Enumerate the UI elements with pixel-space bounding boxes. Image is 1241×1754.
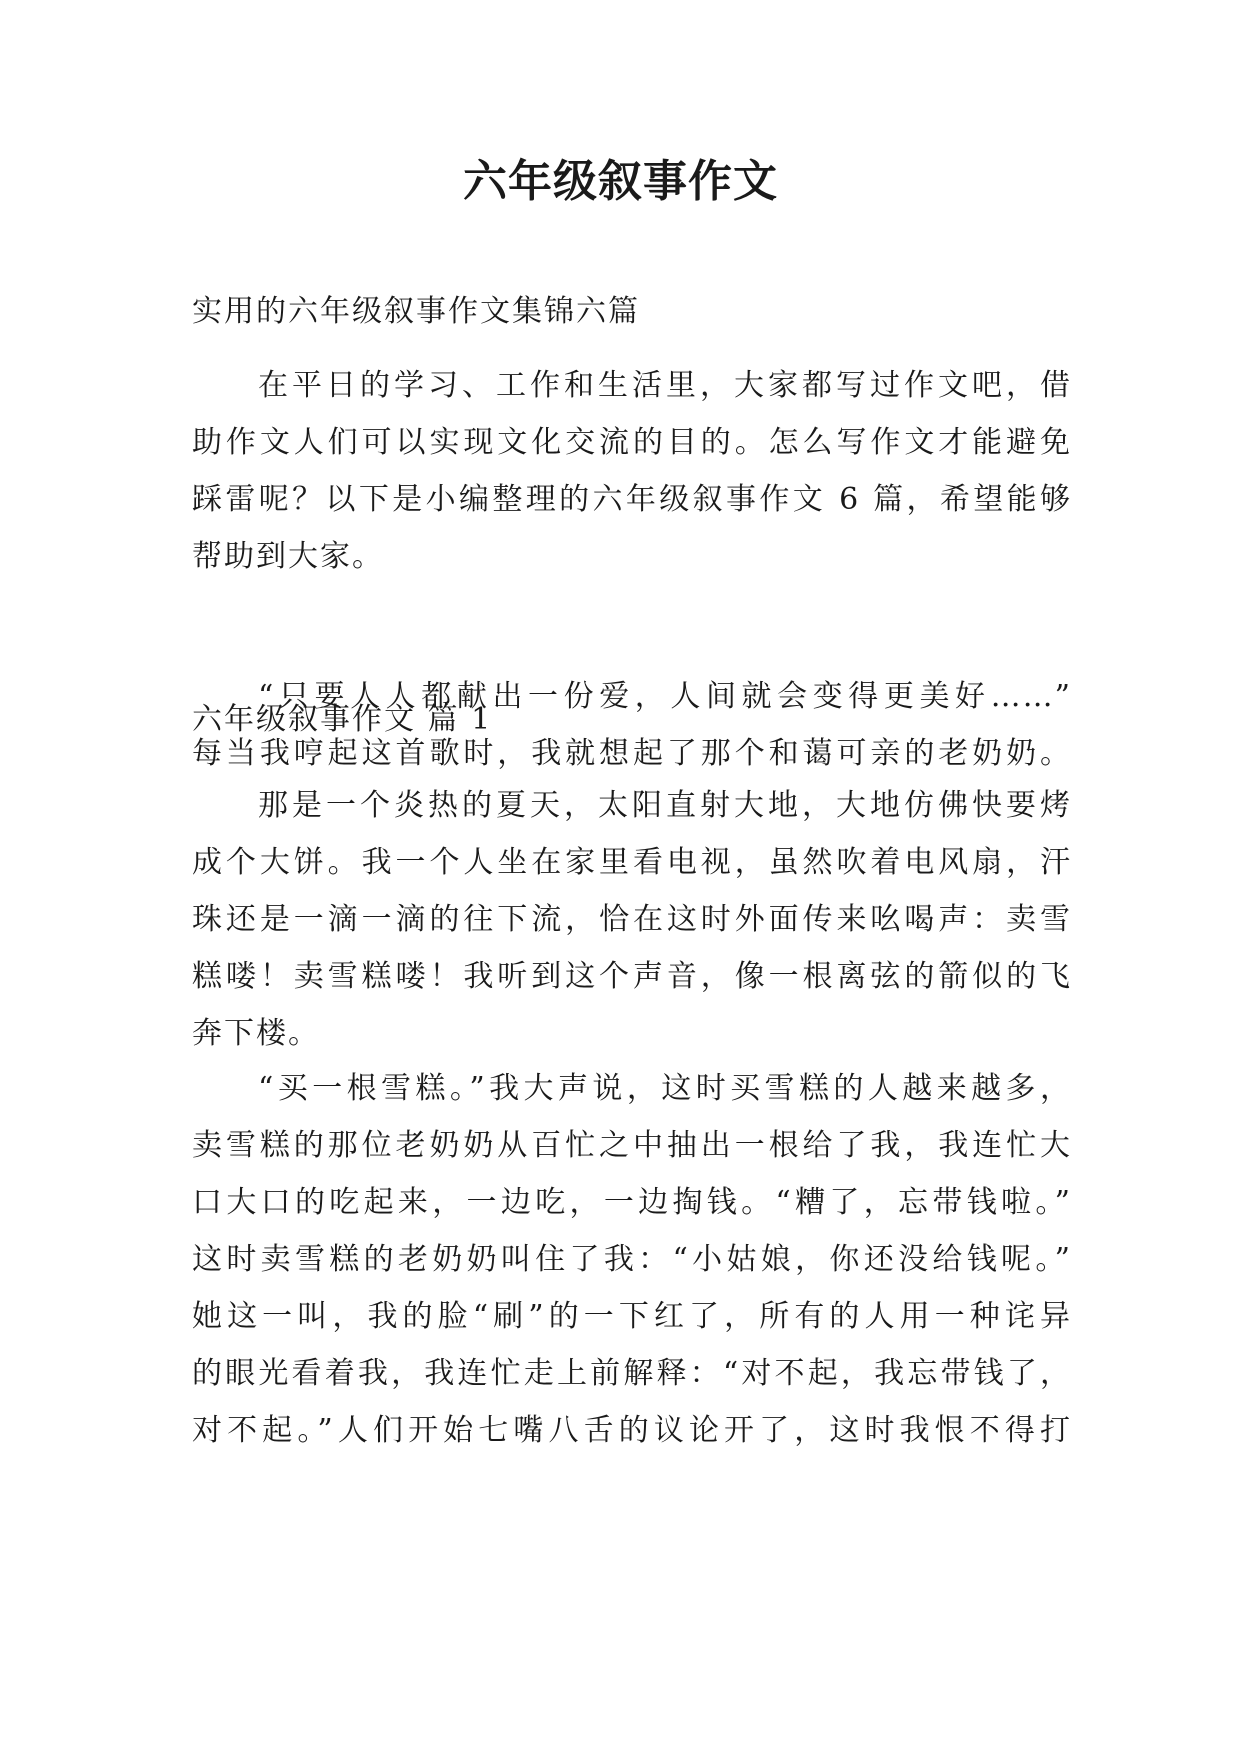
document-title: 六年级叙事作文 — [463, 156, 778, 207]
text-line: 每当我哼起这首歌时，我就想起了那个和蔼可亲的老奶奶。 — [192, 736, 1072, 771]
text-line: 那是一个炎热的夏天，太阳直射大地，大地仿佛快要烤 — [258, 788, 1072, 823]
text-line: 对不起。”人们开始七嘴八舌的议论开了，这时我恨不得打 — [192, 1413, 1072, 1448]
document-subtitle: 实用的六年级叙事作文集锦六篇 — [192, 294, 640, 329]
text-line: 她这一叫，我的脸“刷”的一下红了，所有的人用一种诧异 — [192, 1299, 1072, 1334]
paragraph-3 — [192, 1060, 1072, 1459]
section-heading: 六年级叙事作文 篇 1 — [192, 702, 493, 737]
paragraph-2 — [192, 777, 1072, 1062]
text-line: “买一根雪糕。”我大声说，这时买雪糕的人越来越多， — [258, 1071, 1072, 1106]
text-line: 口大口的吃起来，一边吃，一边掏钱。“糟了，忘带钱啦。” — [192, 1185, 1072, 1220]
intro-paragraph — [192, 357, 1072, 585]
text-line: 踩雷呢？以下是小编整理的六年级叙事作文 6 篇，希望能够 — [192, 482, 1072, 517]
text-line: 帮助到大家。 — [192, 539, 384, 574]
text-line: 的眼光看着我，我连忙走上前解释：“对不起，我忘带钱了， — [192, 1356, 1072, 1391]
text-line: 糕喽！卖雪糕喽！我听到这个声音，像一根离弦的箭似的飞 — [192, 959, 1072, 994]
text-line: 在平日的学习、工作和生活里，大家都写过作文吧，借 — [258, 368, 1072, 403]
text-line: 成个大饼。我一个人坐在家里看电视，虽然吹着电风扇，汗 — [192, 845, 1072, 880]
text-line: 助作文人们可以实现文化交流的目的。怎么写作文才能避免 — [192, 425, 1072, 460]
text-line: 卖雪糕的那位老奶奶从百忙之中抽出一根给了我，我连忙大 — [192, 1128, 1072, 1163]
paragraph-1 — [192, 668, 1072, 782]
text-line: 这时卖雪糕的老奶奶叫住了我：“小姑娘，你还没给钱呢。” — [192, 1242, 1072, 1277]
text-line: “只要人人都献出一份爱，人间就会变得更美好……” — [258, 679, 1072, 714]
text-line: 珠还是一滴一滴的往下流，恰在这时外面传来吆喝声：卖雪 — [192, 902, 1072, 937]
text-line: 奔下楼。 — [192, 1016, 320, 1051]
